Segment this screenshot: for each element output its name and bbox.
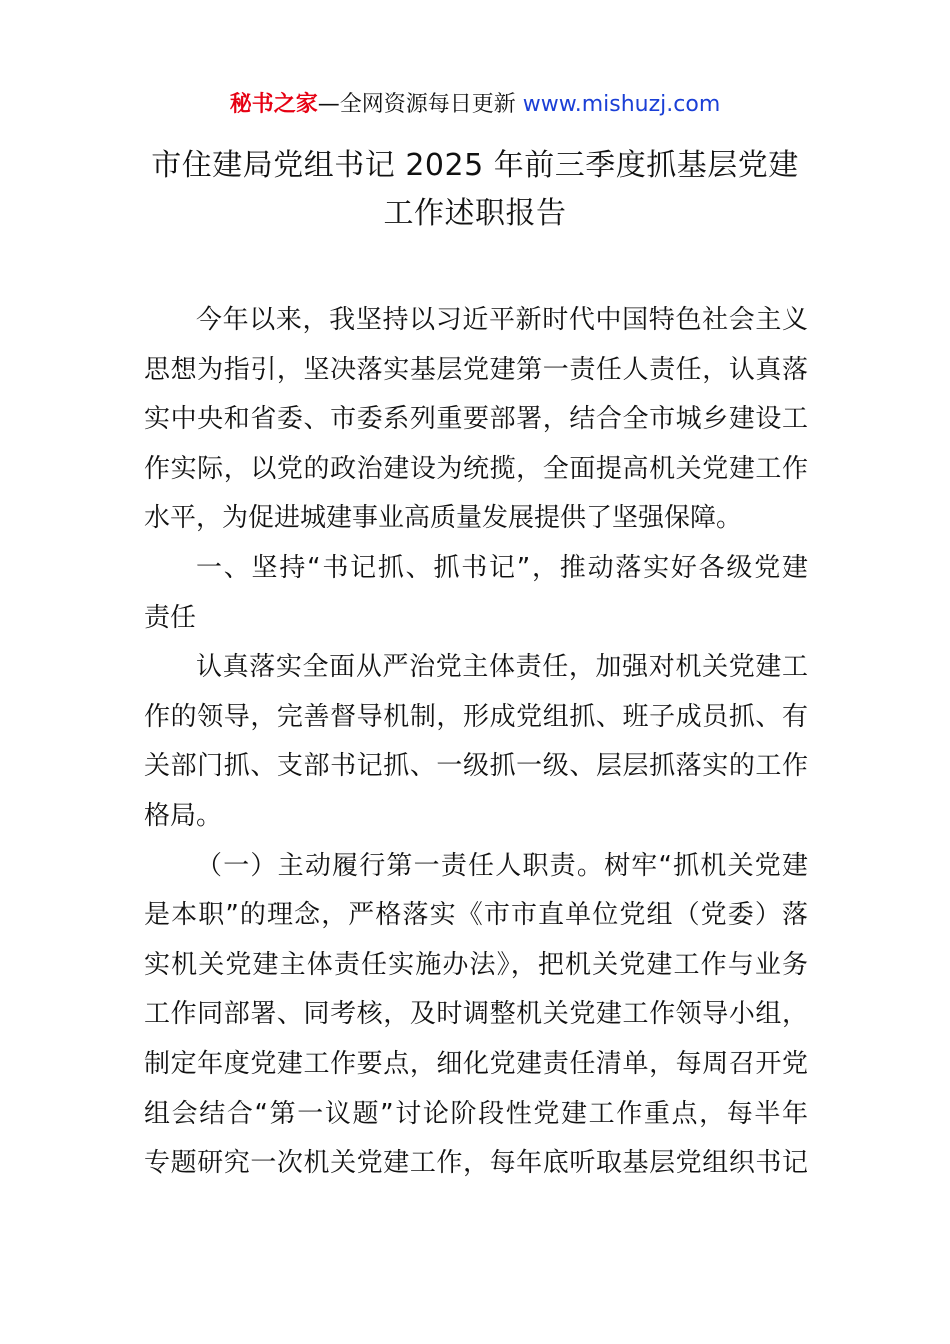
- paragraph-line: 作的领导，完善督导机制，形成党组抓、班子成员抓、有: [144, 701, 808, 732]
- paragraph-line: 是本职”的理念，严格落实《市市直单位党组（党委）落: [144, 900, 808, 931]
- site-header: [0, 88, 950, 122]
- paragraph-line: 组会结合“第一议题”讨论阶段性党建工作重点，每半年: [144, 1098, 808, 1129]
- title-line: 工作述职报告: [383, 196, 567, 231]
- paragraph-line: 水平，为促进城建事业高质量发展提供了坚强保障。: [144, 503, 743, 534]
- paragraph-line: 工作同部署、同考核，及时调整机关党建工作领导小组，: [144, 999, 808, 1030]
- header-tagline: —全网资源每日更新: [317, 92, 523, 117]
- paragraph-line: （一）主动履行第一责任人职责。树牢“抓机关党建: [196, 850, 808, 881]
- site-link[interactable]: www.mishuzj.com: [522, 92, 721, 117]
- document-body: [144, 296, 808, 1189]
- paragraph-line: 格局。: [144, 800, 223, 831]
- document-title: [100, 142, 850, 238]
- brand-name: 秘书之家: [229, 92, 318, 117]
- paragraph-line: 作实际，以党的政治建设为统揽，全面提高机关党建工作: [144, 453, 808, 484]
- paragraph-line: 关部门抓、支部书记抓、一级抓一级、层层抓落实的工作: [144, 751, 808, 782]
- paragraph-line: 专题研究一次机关党建工作，每年底听取基层党组织书记: [144, 1148, 808, 1179]
- paragraph-line: 制定年度党建工作要点，细化党建责任清单，每周召开党: [144, 1048, 808, 1079]
- section-heading-line: 一、坚持“书记抓、抓书记”，推动落实好各级党建: [196, 552, 808, 583]
- paragraph-line: 思想为指引，坚决落实基层党建第一责任人责任，认真落: [144, 354, 808, 385]
- section-heading-line: 责任: [144, 602, 197, 633]
- paragraph-line: 实机关党建主体责任实施办法》，把机关党建工作与业务: [144, 949, 808, 980]
- paragraph-line: 认真落实全面从严治党主体责任，加强对机关党建工: [196, 652, 808, 683]
- paragraph-line: 今年以来，我坚持以习近平新时代中国特色社会主义: [196, 305, 808, 335]
- title-line: 市住建局党组书记 2025 年前三季度抓基层党建: [151, 148, 799, 183]
- paragraph-line: 实中央和省委、市委系列重要部署，结合全市城乡建设工: [144, 404, 808, 435]
